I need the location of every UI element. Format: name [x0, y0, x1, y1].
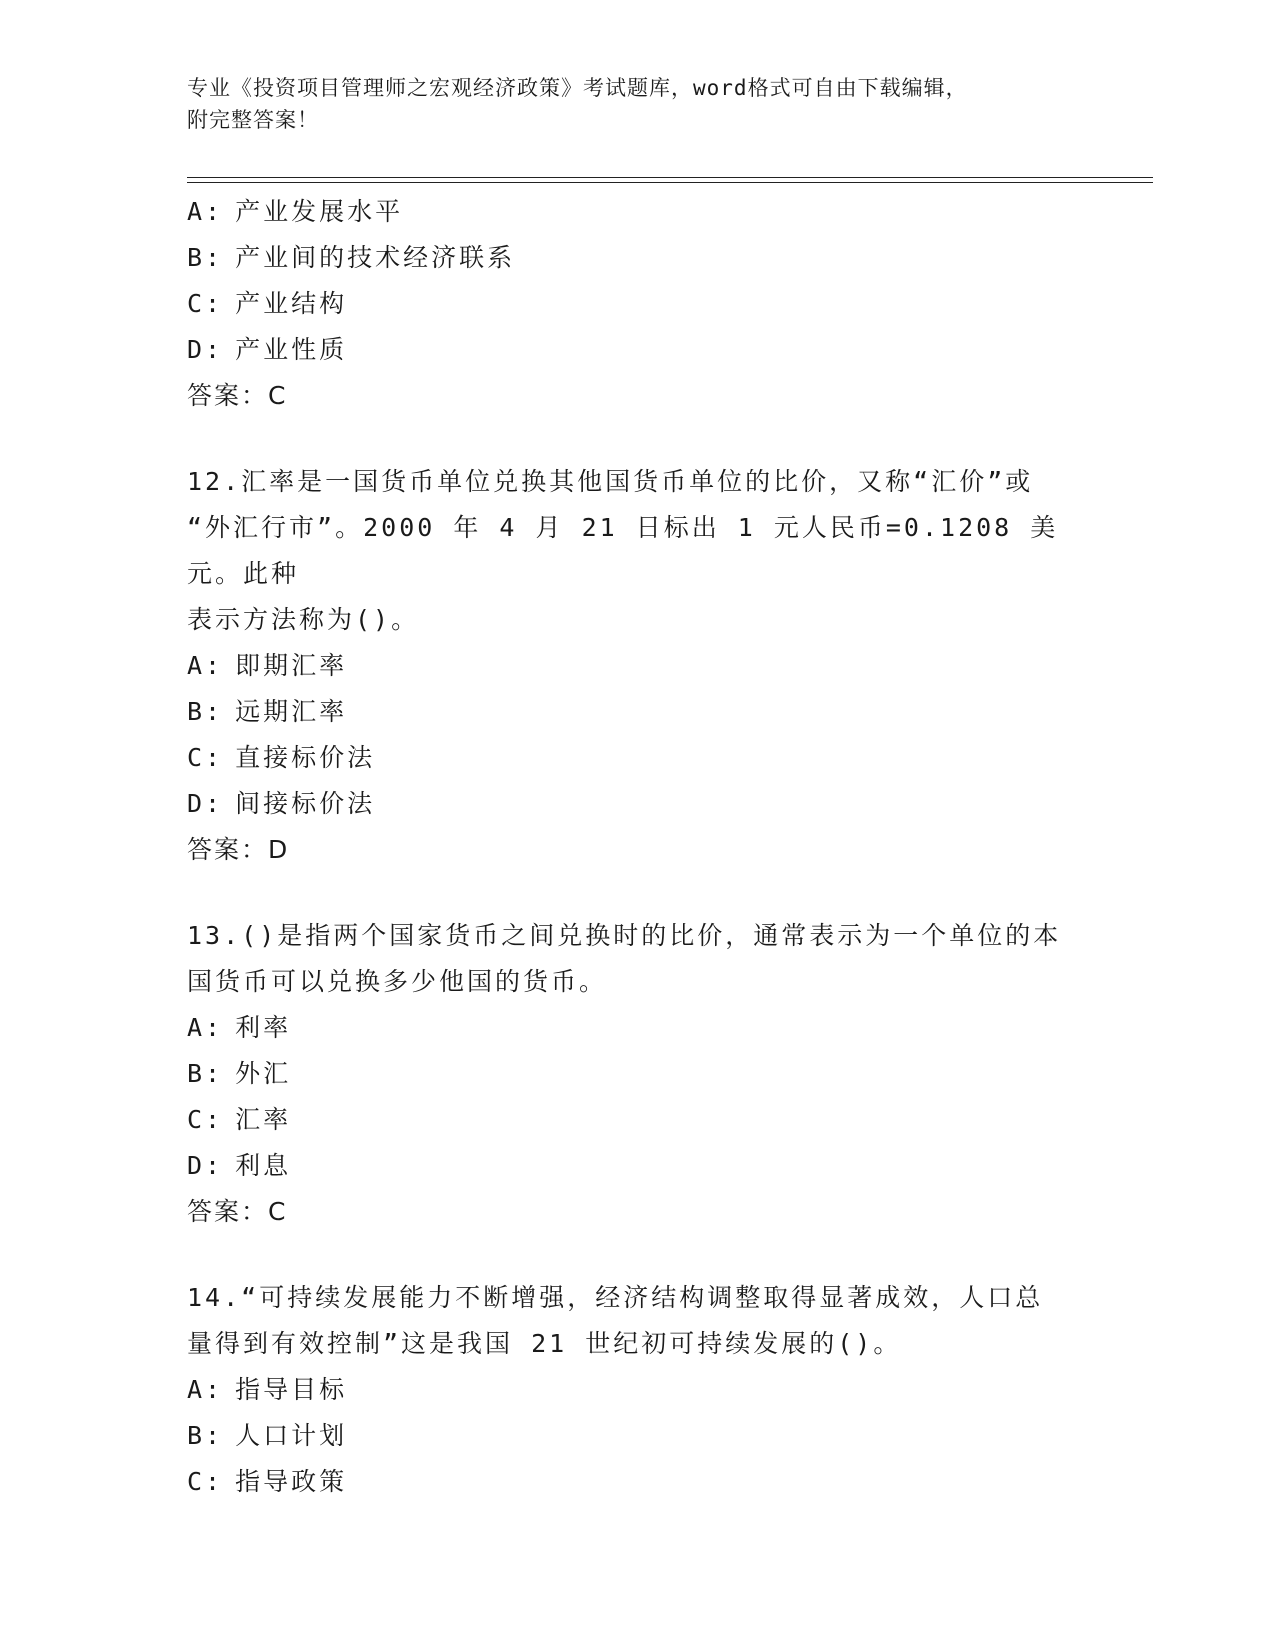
option-c	[187, 735, 1087, 781]
option-letter: C:	[187, 743, 224, 772]
question-12-text	[187, 459, 1067, 643]
question-11-block	[187, 189, 1087, 419]
option-letter: B:	[187, 1059, 224, 1088]
option-letter: B:	[187, 1421, 224, 1450]
question-line: 14.“可持续发展能力不断增强，经济结构调整取得显著成效，人口总	[187, 1283, 1044, 1312]
option-text: 指导目标	[235, 1375, 348, 1404]
option-letter: A:	[187, 197, 224, 226]
option-c	[187, 281, 1087, 327]
header-divider-bottom	[187, 182, 1153, 183]
question-line: “外汇行市”。2000 年 4 月 21 日标出 1 元人民币=0.1208 美元。此种	[187, 513, 1059, 588]
option-letter: D:	[187, 789, 224, 818]
option-text: 汇率	[235, 1105, 292, 1134]
option-letter: A:	[187, 1375, 224, 1404]
document-header	[187, 72, 1087, 136]
option-letter: D:	[187, 1151, 224, 1180]
option-text: 产业发展水平	[235, 197, 404, 226]
answer-line: 答案：C	[187, 381, 288, 410]
question-14-text	[187, 1275, 1067, 1367]
question-line: 量得到有效控制”这是我国 21 世纪初可持续发展的()。	[187, 1329, 902, 1358]
option-b	[187, 1051, 1087, 1097]
header-line-1: 专业《投资项目管理师之宏观经济政策》考试题库，word格式可自由下载编辑，	[187, 76, 968, 100]
answer-line: 答案：D	[187, 835, 290, 864]
option-text: 间接标价法	[235, 789, 376, 818]
option-text: 产业结构	[235, 289, 348, 318]
option-d	[187, 327, 1087, 373]
question-line: 12.汇率是一国货币单位兑换其他国货币单位的比价，又称“汇价”或	[187, 467, 1034, 496]
option-a	[187, 189, 1087, 235]
option-text: 利率	[235, 1013, 292, 1042]
option-text: 人口计划	[235, 1421, 348, 1450]
option-d	[187, 781, 1087, 827]
option-text: 利息	[235, 1151, 292, 1180]
question-13-block	[187, 913, 1087, 1235]
option-c	[187, 1459, 1087, 1505]
option-letter: A:	[187, 651, 224, 680]
question-line: 表示方法称为()。	[187, 605, 420, 634]
option-text: 即期汇率	[235, 651, 348, 680]
option-b	[187, 235, 1087, 281]
option-d	[187, 1143, 1087, 1189]
header-line-2: 附完整答案！	[187, 108, 319, 132]
option-text: 产业间的技术经济联系	[235, 243, 516, 272]
option-letter: C:	[187, 289, 224, 318]
option-letter: D:	[187, 335, 224, 364]
option-letter: B:	[187, 243, 224, 272]
option-a	[187, 1367, 1087, 1413]
option-letter: C:	[187, 1105, 224, 1134]
option-a	[187, 1005, 1087, 1051]
option-text: 指导政策	[235, 1467, 348, 1496]
question-12-block	[187, 459, 1087, 873]
option-text: 产业性质	[235, 335, 348, 364]
answer-line: 答案：C	[187, 1197, 288, 1226]
question-line: 国货币可以兑换多少他国的货币。	[187, 967, 608, 996]
option-letter: C:	[187, 1467, 224, 1496]
question-13-text	[187, 913, 1067, 1005]
option-b	[187, 689, 1087, 735]
header-divider-top	[187, 177, 1153, 178]
question-list	[187, 189, 1087, 1505]
option-text: 外汇	[235, 1059, 292, 1088]
question-line: 13.()是指两个国家货币之间兑换时的比价，通常表示为一个单位的本	[187, 921, 1062, 950]
option-b	[187, 1413, 1087, 1459]
option-text: 直接标价法	[235, 743, 376, 772]
option-letter: A:	[187, 1013, 224, 1042]
option-letter: B:	[187, 697, 224, 726]
option-c	[187, 1097, 1087, 1143]
question-14-block	[187, 1275, 1087, 1505]
option-a	[187, 643, 1087, 689]
option-text: 远期汇率	[235, 697, 348, 726]
